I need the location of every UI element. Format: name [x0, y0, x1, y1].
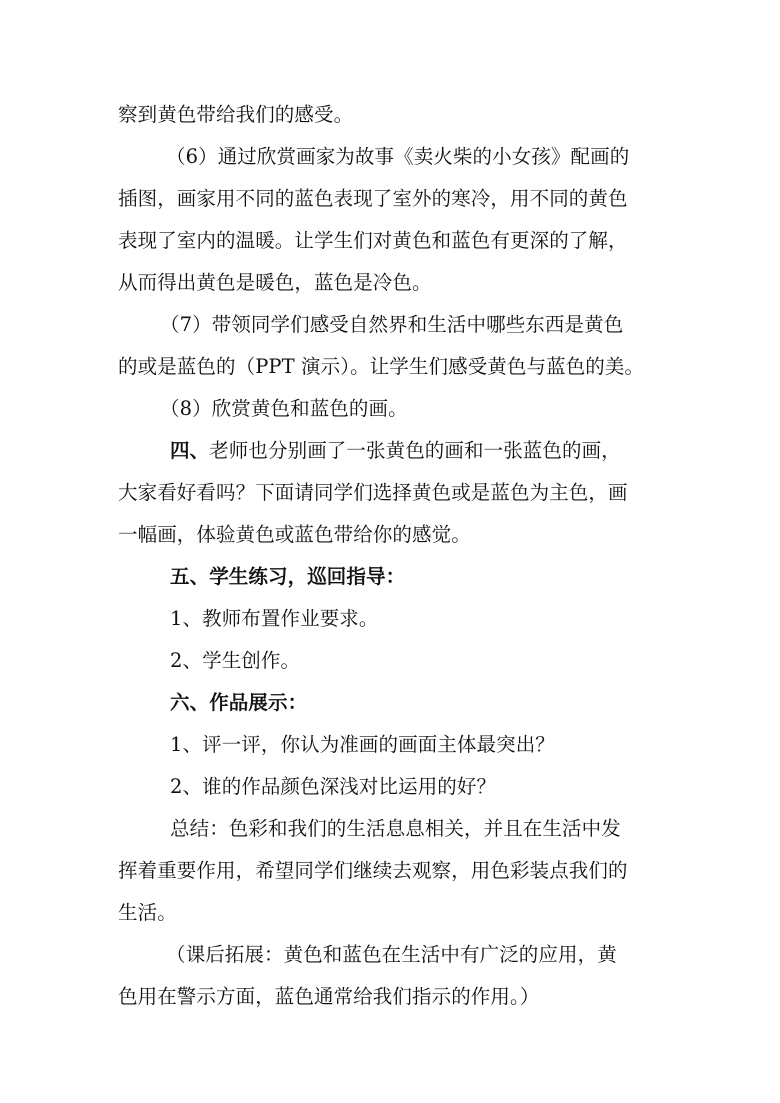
text-line: （7）带领同学们感受自然界和生活中哪些东西是黄色 — [160, 313, 624, 336]
text-line: 表现了室内的温暖。让学生们对黄色和蓝色有更深的了解， — [118, 229, 628, 252]
text-line: 2、谁的作品颜色深浅对比运用的好？ — [170, 775, 497, 798]
text-line: 从而得出黄色是暖色，蓝色是冷色。 — [118, 271, 432, 294]
text-line: 1、评一评，你认为准画的画面主体最突出？ — [170, 733, 555, 756]
text-line: 生活。 — [118, 901, 177, 924]
text-line: 的或是蓝色的（PPT 演示）。让学生们感受黄色与蓝色的美。 — [118, 355, 645, 378]
text-line: （课后拓展：黄色和蓝色在生活中有广泛的应用，黄 — [166, 943, 617, 966]
text-line — [170, 439, 621, 463]
text-line: 一幅画，体验黄色或蓝色带给你的感觉。 — [118, 523, 471, 546]
section-heading-five: 五、学生练习，巡回指导： — [170, 565, 406, 588]
text-line: 2、学生创作。 — [170, 649, 301, 672]
text-line: 总结：色彩和我们的生活息息相关，并且在生活中发 — [170, 817, 621, 840]
text-line: 挥着重要作用，希望同学们继续去观察，用色彩装点我们的 — [118, 859, 628, 882]
section-heading-six: 六、作品展示： — [170, 691, 308, 714]
text-line: 察到黄色带给我们的感受。 — [118, 103, 354, 126]
text-line: 色用在警示方面，蓝色通常给我们指示的作用。） — [118, 985, 540, 1008]
text-segment: 老师也分别画了一张黄色的画和一张蓝色的画， — [209, 439, 621, 462]
text-line: 插图，画家用不同的蓝色表现了室外的寒冷，用不同的黄色 — [118, 187, 628, 210]
text-line: （6）通过欣赏画家为故事《卖火柴的小女孩》配画的 — [166, 145, 630, 168]
text-line: （8）欣赏黄色和蓝色的画。 — [160, 397, 408, 420]
text-line: 1、教师布置作业要求。 — [170, 607, 379, 630]
section-heading-four: 四、 — [170, 439, 210, 462]
text-line: 大家看好看吗？下面请同学们选择黄色或是蓝色为主色，画 — [118, 481, 628, 504]
